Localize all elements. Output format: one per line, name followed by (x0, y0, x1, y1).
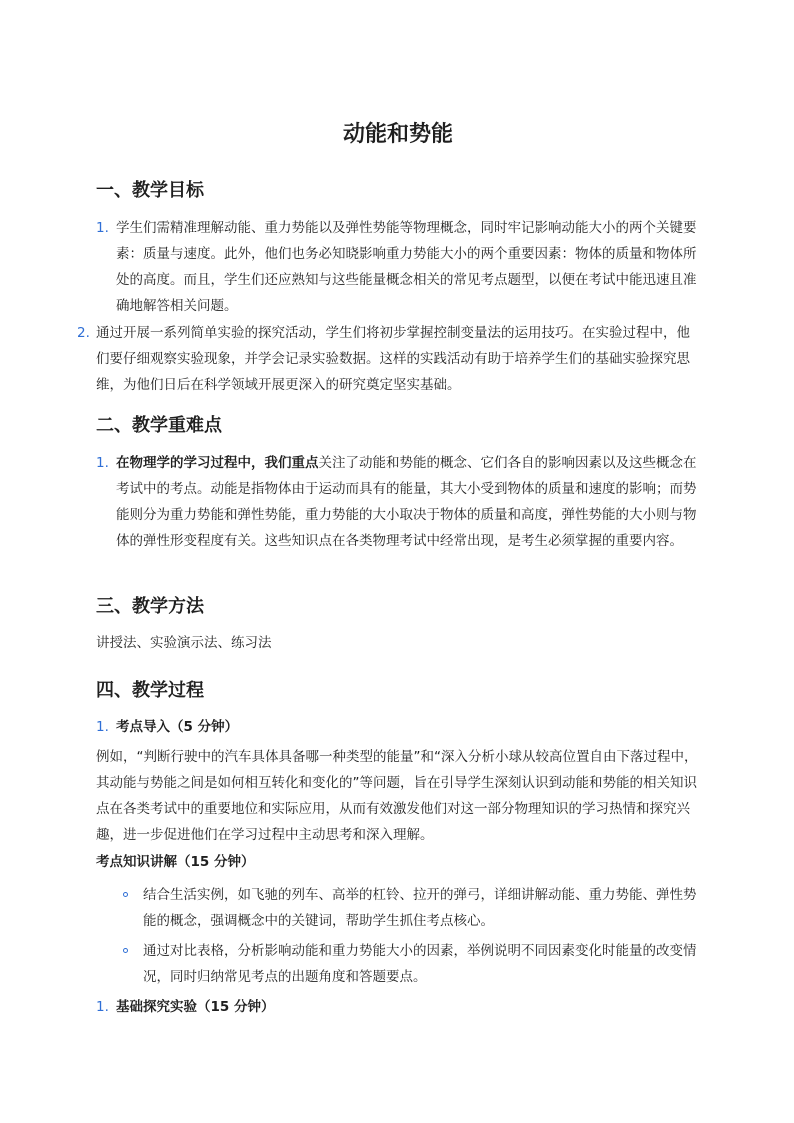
step-title: 考点导入（5 分钟） (116, 719, 239, 735)
list-item (96, 450, 700, 554)
list-item-text: 学生们需精准理解动能、重力势能以及弹性势能等物理概念，同时牢记影响动能大小的两个关键要素：质量与速度。此外，他们也务必知晓影响重力势能大小的两个重要因素：物体的质量和物体所处的高度。而且，学生们还应熟知与这些能量概念相关的常见考点题型，以便在考试中能迅速且准确地解答相关问题。 (116, 220, 697, 314)
list-item (77, 320, 700, 398)
list-number: 1. (96, 719, 109, 735)
bullet-item (143, 882, 699, 934)
bullet-text: 通过对比表格，分析影响动能和重力势能大小的因素，举例说明不同因素变化时能量的改变情况，同时归纳常见考点的出题角度和答题要点。 (143, 943, 697, 985)
bullet-circle-icon (123, 892, 128, 897)
page-title: 动能和势能 (342, 122, 453, 147)
list-item-bold-text: 在物理学的学习过程中，我们重点 (116, 455, 319, 471)
bullet-item (143, 938, 699, 990)
bullet-text: 结合生活实例，如飞驰的列车、高举的杠铃、拉开的弹弓，详细讲解动能、重力势能、弹性势能的概念，强调概念中的关键词，帮助学生抓住考点核心。 (143, 887, 697, 929)
list-number: 1. (96, 220, 109, 236)
list-number: 2. (77, 325, 90, 341)
methods-text: 讲授法、实验演示法、练习法 (96, 635, 272, 651)
step-intro-text: 例如，“判断行驶中的汽车具体具备哪一种类型的能量”和“深入分析小球从较高位置自由下落过程中，其动能与势能之间是如何相互转化和变化的”等问题，旨在引导学生深刻认识到动能和势能的相关知识点在各类考试中的重要地位和实际应用，从而有效激发他们对这一部分物理知识的学习热情和探究兴趣，进一步促进他们在学习过程中主动思考和深入理解。 (96, 749, 698, 843)
subheading-knowledge-explanation: 考点知识讲解（15 分钟） (96, 854, 255, 870)
bullet-circle-icon (123, 948, 128, 953)
step-title: 基础探究实验（15 分钟） (116, 999, 275, 1015)
list-item-text: 通过开展一系列简单实验的探究活动，学生们将初步掌握控制变量法的运用技巧。在实验过程中，他们要仔细观察实验现象，并学会记录实验数据。这样的实践活动有助于培养学生们的基础实验探究思维，为他们日后在科学领域开展更深入的研究奠定坚实基础。 (96, 325, 690, 393)
list-number: 1. (96, 455, 109, 471)
section-heading-process: 四、教学过程 (96, 680, 204, 701)
list-number: 1. (96, 999, 109, 1015)
section-heading-objectives: 一、教学目标 (96, 180, 204, 201)
list-item-text: 关注了动能和势能的概念、它们各自的影响因素以及这些概念在考试中的考点。动能是指物体由于运动而具有的能量，其大小受到物体的质量和速度的影响；而势能则分为重力势能和弹性势能，重力势能的大小取决于物体的质量和高度，弹性势能的大小则与物体的弹性形变程度有关。这些知识点在各类物理考试中经常出现，是考生必须掌握的重要内容。 (116, 455, 697, 549)
list-item (96, 714, 700, 740)
section-heading-methods: 三、教学方法 (96, 596, 204, 617)
list-item (96, 994, 700, 1020)
list-item (96, 215, 700, 319)
section-heading-key-points: 二、教学重难点 (96, 415, 222, 436)
